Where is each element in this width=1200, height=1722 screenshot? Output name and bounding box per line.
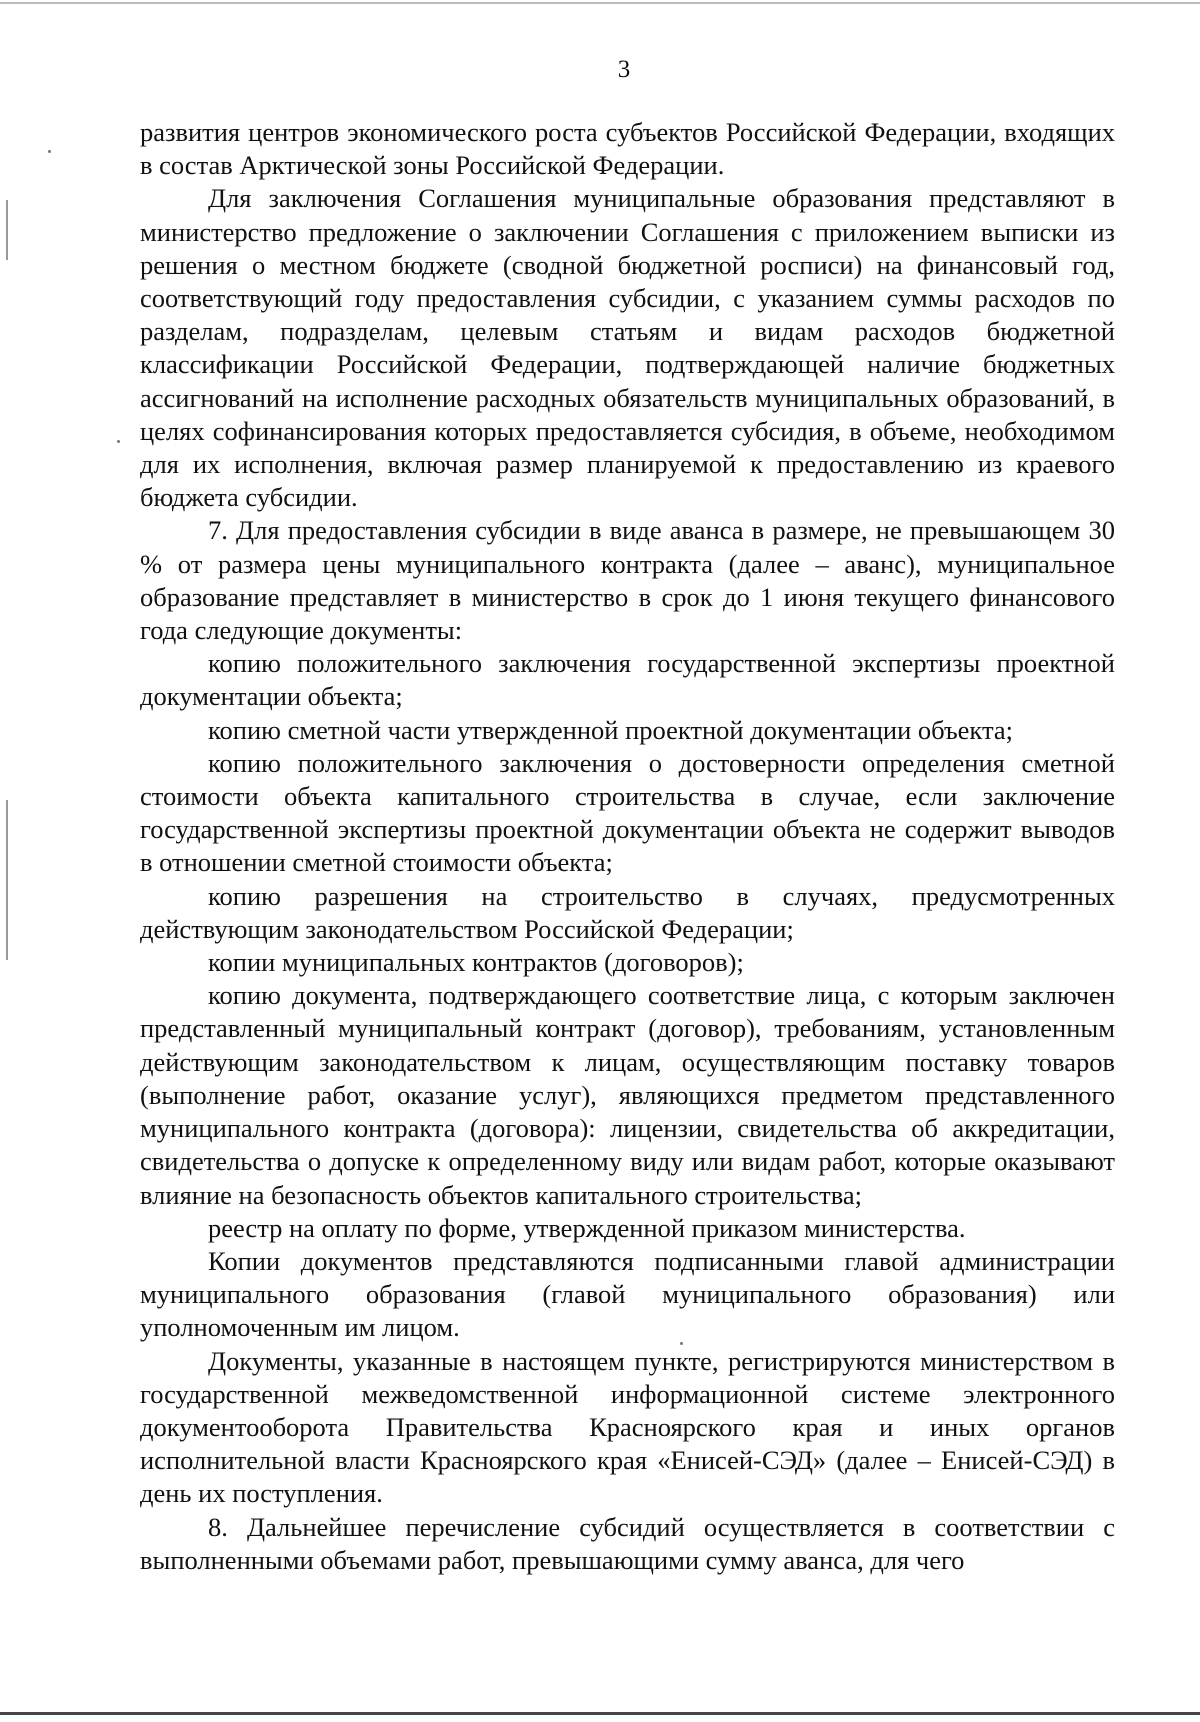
scan-left-mark: [6, 800, 8, 960]
paragraph: реестр на оплату по форме, утвержденной приказом министерства.: [208, 1212, 966, 1243]
scan-speck: [117, 440, 120, 443]
paragraph: развития центров экономического роста субъектов Российской Федерации, входящих в состав Арктической зоны Российской Федерации.: [140, 117, 1115, 181]
paragraph: копию разрешения на строительство в случаях, предусмотренных действующим законодательством Российской Федерации;: [140, 880, 1115, 944]
page-number: 3: [617, 56, 631, 83]
scan-top-edge: [0, 2, 1200, 4]
paragraph: 8. Дальнейшее перечисление субсидий осуществляется в соответствии с выполненными объемами работ, превышающими сумму аванса, для чего: [140, 1511, 1115, 1575]
paragraph: копию положительного заключения о достоверности определения сметной стоимости объекта капитального строительства в случае, если заключение государственной экспертизы проектной документации объекта не содержит выводов в отношении сметной стоимости объекта;: [140, 747, 1115, 878]
scan-speck: [48, 150, 51, 153]
document-body: [140, 116, 1115, 1577]
paragraph: Копии документов представляются подписанными главой администрации муниципального образования (главой муниципального образования) или уполномоченным им лицом.: [140, 1245, 1115, 1343]
paragraph: копии муниципальных контрактов (договоров);: [208, 947, 744, 978]
scan-left-mark: [6, 200, 8, 260]
paragraph: 7. Для предоставления субсидии в виде аванса в размере, не превышающем 30 % от размера цены муниципального контракта (далее – аванс), муниципальное образование представляет в министерство в срок до 1 июня текущего финансового года следующие документы:: [140, 515, 1115, 646]
paragraph: копию документа, подтверждающего соответствие лица, с которым заключен представленный муниципальный контракт (договор), требованиям, установленным действующим законодательством к лицам, осуществляющим поставку товаров (выполнение работ, оказание услуг), являющихся предметом представленного муниципального контракта (договора): лицензии, свидетельства об аккредитации, свидетельства о допуске к определенному виду или видам работ, которые оказывают влияние на безопасность объектов капитального строительства;: [140, 980, 1115, 1210]
paragraph: копию сметной части утвержденной проектной документации объекта;: [208, 714, 1013, 745]
paragraph: Для заключения Соглашения муниципальные образования представляют в министерство предложение о заключении Соглашения с приложением выписки из решения о местном бюджете (сводной бюджетной росписи) на финансовый год, соответствующий году предоставления субсидии, с указанием суммы расходов по разделам, подразделам, целевым статьям и видам расходов бюджетной классификации Российской Федерации, подтверждающей наличие бюджетных ассигнований на исполнение расходных обязательств муниципальных образований, в целях софинансирования которых предоставляется субсидия, в объеме, необходимом для их исполнения, включая размер планируемой к предоставлению из краевого бюджета субсидии.: [140, 183, 1115, 513]
scan-bottom-edge: [0, 1712, 1200, 1715]
paragraph: копию положительного заключения государственной экспертизы проектной документации объекта;: [140, 648, 1115, 712]
paragraph: Документы, указанные в настоящем пункте, регистрируются министерством в государственной межведомственной информационной системе электронного документооборота Правительства Красноярского края и иных органов исполнительной власти Красноярского края «Енисей-СЭД» (далее – Енисей-СЭД) в день их поступления.: [140, 1345, 1115, 1509]
